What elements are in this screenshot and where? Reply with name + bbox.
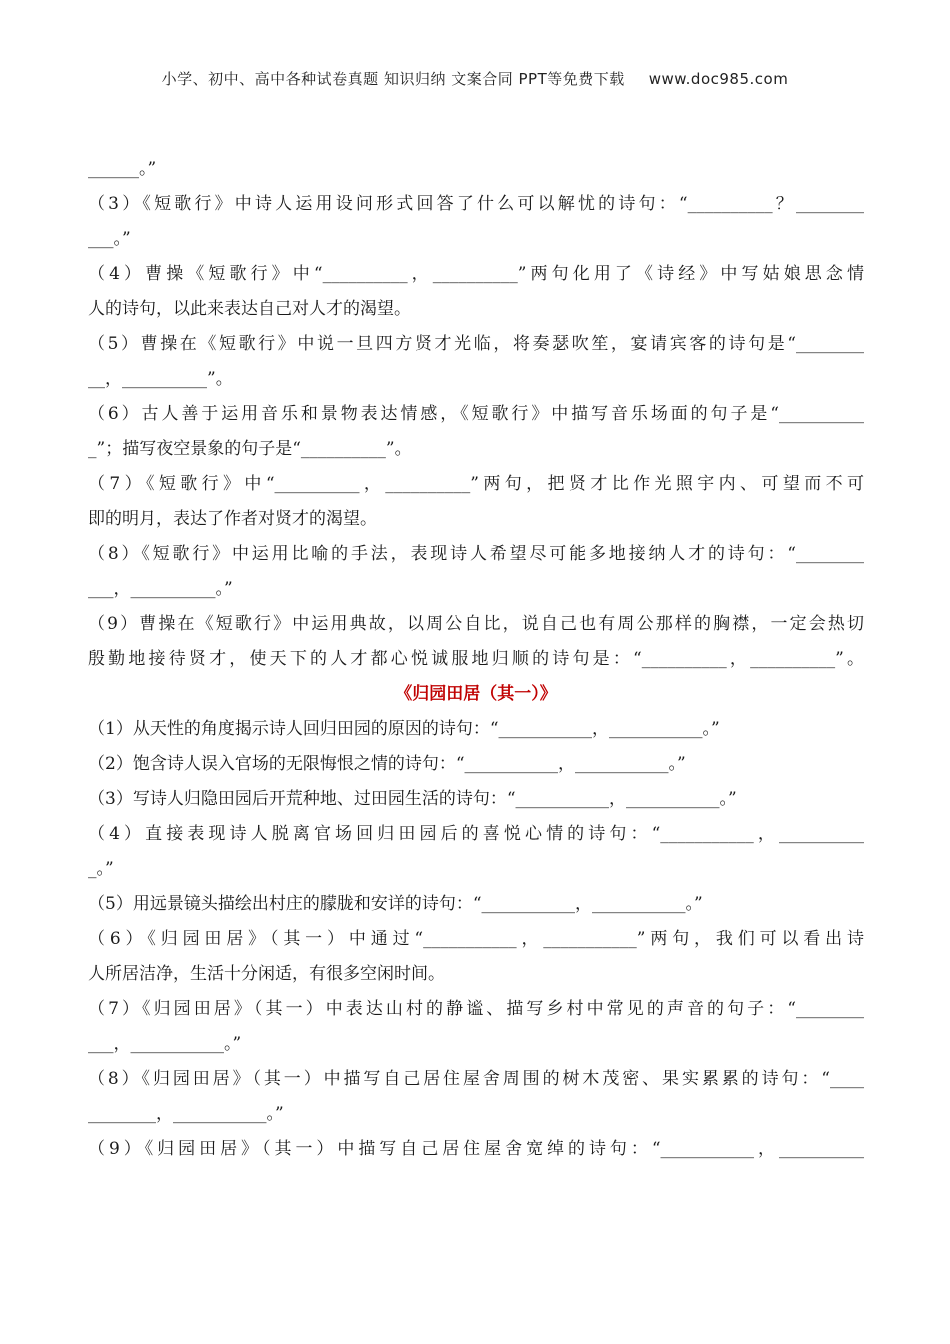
question-line: ___。” — [88, 229, 131, 249]
question-line: （6）古人善于运用音乐和景物表达情感，《短歌行》中描写音乐场面的句子是“__________ — [88, 404, 864, 424]
worksheet-content — [88, 152, 864, 1167]
question-line: 人所居洁净，生活十分闲适，有很多空闲时间。 — [88, 964, 445, 984]
header-url[interactable]: www.doc985.com — [648, 70, 789, 88]
question-line: （8）《归园田居》（其一）中描写自己居住屋舍周围的树木茂密、果实累累的诗句：“____ — [88, 1069, 864, 1089]
question-line: ___，__________。” — [88, 579, 233, 599]
question-line: （7）《短歌行》中“__________，__________”两句，把贤才比作光照宇内、可望而不可 — [88, 474, 864, 494]
question-line: _”；描写夜空景象的句子是“__________”。 — [88, 439, 412, 459]
question-line: （9）《归园田居》（其一）中描写自己居住屋舍宽绰的诗句：“___________，__________ — [88, 1139, 864, 1159]
question-line: 即的明月，表达了作者对贤才的渴望。 — [88, 509, 377, 529]
question-line: （2）饱含诗人误入官场的无限悔恨之情的诗句：“___________，___________。” — [88, 754, 686, 774]
question-line: （4）曹操《短歌行》中“__________，__________”两句化用了《诗经》中写姑娘思念情 — [88, 264, 864, 284]
question-line: （5）曹操在《短歌行》中说一旦四方贤才光临，将奏瑟吹笙，宴请宾客的诗句是“________ — [88, 334, 864, 354]
question-line: （1）从天性的角度揭示诗人回归田园的原因的诗句：“___________，___________。” — [88, 719, 720, 739]
question-line: （3）《短歌行》中诗人运用设问形式回答了什么可以解忧的诗句：“__________？________ — [88, 194, 864, 214]
question-line: （3）写诗人归隐田园后开荒种地、过田园生活的诗句：“___________，___________。” — [88, 789, 737, 809]
question-line: ______。” — [88, 159, 157, 179]
question-line: （7）《归园田居》（其一）中表达山村的静谧、描写乡村中常见的声音的句子：“________ — [88, 999, 864, 1019]
question-line: ___，___________。” — [88, 1034, 242, 1054]
page-header — [0, 68, 950, 89]
question-line: （5）用远景镜头描绘出村庄的朦胧和安详的诗句：“___________，___________。” — [88, 894, 703, 914]
section-title: 《归园田居（其一）》 — [395, 684, 557, 704]
question-line: _。” — [88, 859, 114, 879]
question-line: __，__________”。 — [88, 369, 233, 389]
header-text: 小学、初中、高中各种试卷真题 知识归纳 文案合同 PPT等免费下载 — [161, 70, 625, 88]
question-line: ________，___________。” — [88, 1104, 284, 1124]
question-line: （6）《归园田居》（其一）中通过“___________，___________”两句，我们可以看出诗 — [88, 929, 864, 949]
question-line: （9）曹操在《短歌行》中运用典故，以周公自比，说自己也有周公那样的胸襟，一定会热切 — [88, 614, 864, 634]
question-line: （4）直接表现诗人脱离官场回归田园后的喜悦心情的诗句：“___________，__________ — [88, 824, 864, 844]
question-line: 人的诗句，以此来表达自己对人才的渴望。 — [88, 299, 411, 319]
question-line: 殷勤地接待贤才，使天下的人才都心悦诚服地归顺的诗句是：“__________，__________”。 — [88, 649, 864, 669]
question-line: （8）《短歌行》中运用比喻的手法，表现诗人希望尽可能多地接纳人才的诗句：“________ — [88, 544, 864, 564]
